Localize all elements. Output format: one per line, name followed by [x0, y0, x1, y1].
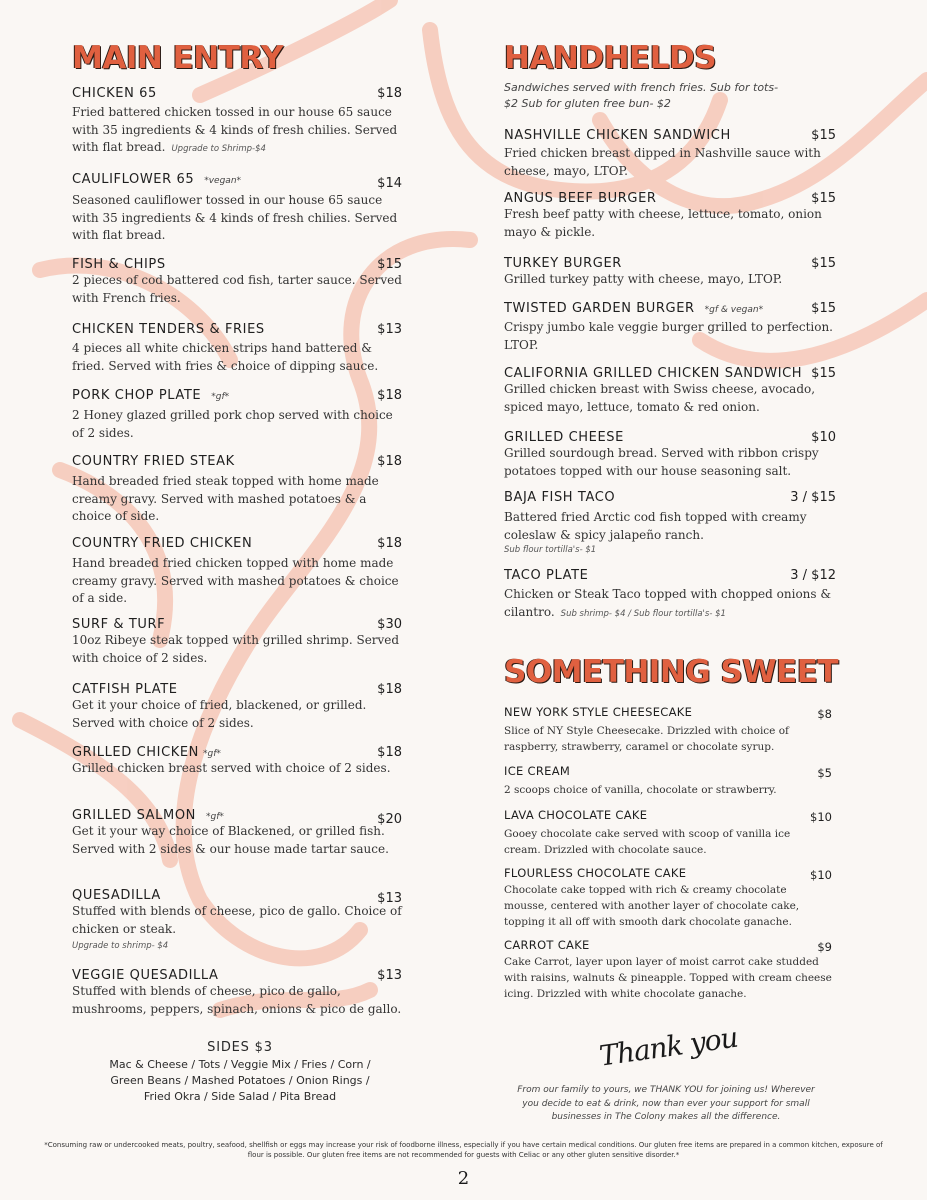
menu-item: [504, 256, 836, 289]
item-price: $18: [377, 388, 402, 403]
menu-item: [72, 172, 402, 245]
menu-item: [504, 938, 832, 1002]
item-desc: 2 scoops choice of vanilla, chocolate or strawberry.: [504, 784, 777, 796]
menu-item: [72, 745, 402, 778]
menu-item: [72, 682, 402, 732]
item-desc: Gooey chocolate cake served with scoop of vanilla ice cream. Drizzled with chocolate sauce.: [504, 828, 791, 856]
item-price: $15: [811, 301, 836, 316]
item-price: $13: [377, 891, 402, 906]
item-price: $15: [811, 256, 836, 271]
item-name: COUNTRY FRIED CHICKEN: [72, 536, 253, 551]
item-price: $18: [377, 86, 402, 101]
item-price: $18: [377, 745, 402, 760]
item-desc: Stuffed with blends of cheese, pico de gallo. Choice of chicken or steak.: [72, 904, 402, 936]
item-name: ICE CREAM: [504, 764, 571, 778]
item-name: NEW YORK STYLE CHEESECAKE: [504, 705, 693, 719]
item-desc: Chocolate cake topped with rich & creamy chocolate mousse, centered with another layer of chocolate cake, topping it all off with smooth dark chocolate ganache.: [504, 884, 800, 928]
something-sweet-title: SOMETHING SWEET: [504, 654, 839, 690]
item-name: COUNTRY FRIED STEAK: [72, 454, 235, 469]
item-price: $10: [810, 868, 832, 882]
item-desc: Grilled chicken breast served with choice of 2 sides.: [72, 761, 391, 775]
menu-item: [504, 808, 832, 858]
item-tag: *gf*: [211, 392, 230, 402]
item-name: TWISTED GARDEN BURGER: [504, 301, 695, 316]
item-price: $15: [811, 191, 836, 206]
menu-item: [504, 568, 836, 623]
item-price: $10: [811, 430, 836, 445]
menu-item: [504, 705, 832, 755]
menu-item: [504, 764, 832, 798]
item-name: QUESADILLA: [72, 888, 161, 903]
sides-title: SIDES $3: [207, 1040, 273, 1055]
item-desc: Cake Carrot, layer upon layer of moist carrot cake studded with raisins, walnuts & pineapple. Topped with cream cheese icing. Drizzled with white chocolate ganache.: [504, 956, 832, 1000]
handhelds-note: Sandwiches served with french fries. Sub for tots- $2 Sub for gluten free bun- $2: [504, 81, 779, 110]
item-extra: Upgrade to Shrimp-$4: [171, 144, 266, 154]
item-price: $8: [817, 707, 832, 721]
handhelds-title: HANDHELDS: [504, 40, 717, 76]
item-desc: Get it your choice of fried, blackened, or grilled. Served with choice of 2 sides.: [72, 698, 367, 730]
item-name: SURF & TURF: [72, 617, 166, 632]
item-name: CHICKEN TENDERS & FRIES: [72, 322, 265, 337]
menu-item: [72, 454, 402, 526]
menu-item: [72, 86, 402, 159]
item-name: BAJA FISH TACO: [504, 490, 616, 505]
item-desc: Get it your way choice of Blackened, or grilled fish. Served with 2 sides & our house made tartar sauce.: [72, 824, 389, 856]
item-name: CAULIFLOWER 65: [72, 172, 195, 187]
item-name: GRILLED CHEESE: [504, 430, 624, 445]
item-desc: Grilled turkey patty with cheese, mayo, LTOP.: [504, 272, 783, 286]
thank-you-script: Thank you: [597, 1020, 740, 1073]
item-desc: Grilled chicken breast with Swiss cheese, avocado, spiced mayo, lettuce, tomato & red onion.: [504, 382, 816, 414]
item-price: $15: [811, 128, 836, 143]
item-tag: *gf*: [205, 812, 224, 822]
item-price: $20: [377, 812, 402, 827]
item-extra: Sub flour tortilla's- $1: [504, 545, 597, 555]
item-price: $13: [377, 322, 402, 337]
menu-item: [504, 866, 832, 930]
item-name: CALIFORNIA GRILLED CHICKEN SANDWICH: [504, 366, 803, 381]
item-desc: Crispy jumbo kale veggie burger grilled to perfection. LTOP.: [504, 320, 833, 352]
item-desc: Fresh beef patty with cheese, lettuce, tomato, onion mayo & pickle.: [504, 207, 822, 239]
item-tag: *gf*: [203, 749, 221, 759]
item-price: $13: [377, 968, 402, 983]
item-name: NASHVILLE CHICKEN SANDWICH: [504, 128, 731, 143]
thank-you-text: From our family to yours, we THANK YOU for joining us! Wherever you decide to eat & drink, now than ever your support for small businesses in The Colony makes all the difference.: [517, 1085, 815, 1122]
menu-item: [72, 536, 402, 608]
item-name: TACO PLATE: [504, 568, 589, 583]
item-name: GRILLED CHICKEN: [72, 745, 200, 760]
menu-item: [72, 968, 402, 1018]
item-desc: Seasoned cauliflower tossed in our house 65 sauce with 35 ingredients & 4 kinds of fresh chilies. Served with flat bread.: [72, 193, 398, 242]
item-price: $18: [377, 682, 402, 697]
item-desc: 10oz Ribeye steak topped with grilled shrimp. Served with choice of 2 sides.: [72, 633, 400, 665]
sides-list: Mac & Cheese / Tots / Veggie Mix / Fries / Corn / Green Beans / Mashed Potatoes / Onion Rings / Fried Okra / Side Salad / Pita Bread: [109, 1058, 371, 1103]
item-tag: *gf & vegan*: [704, 305, 764, 315]
menu-item: [504, 366, 836, 416]
page-number: 2: [457, 1168, 470, 1189]
menu-item: [72, 388, 402, 442]
item-name: VEGGIE QUESADILLA: [72, 968, 219, 983]
item-price: $18: [377, 454, 402, 469]
menu-item: [504, 490, 836, 556]
sides-section: [100, 1040, 380, 1105]
item-desc: Hand breaded fried steak topped with home made creamy gravy. Served with mashed potatoes & a choice of side.: [72, 474, 379, 523]
item-desc: Fried chicken breast dipped in Nashville sauce with cheese, mayo, LTOP.: [504, 146, 821, 178]
menu-item: [504, 301, 836, 354]
item-price: $15: [377, 257, 402, 272]
item-price: 3 / $15: [790, 490, 836, 505]
item-extra: Sub shrimp- $4 / Sub flour tortilla's- $1: [560, 608, 726, 619]
menu-item: [504, 128, 836, 180]
item-price: $5: [817, 766, 832, 780]
item-tag: *vegan*: [204, 176, 242, 186]
item-price: $18: [377, 536, 402, 551]
item-price: $30: [377, 617, 402, 632]
item-name: FLOURLESS CHOCOLATE CAKE: [504, 866, 687, 880]
item-price: $10: [810, 810, 832, 824]
menu-item: [72, 617, 402, 667]
item-name: CHICKEN 65: [72, 86, 157, 101]
item-name: CARROT CAKE: [504, 938, 590, 952]
menu-item: [72, 888, 402, 952]
menu-item: [72, 322, 402, 375]
menu-item: [72, 808, 402, 858]
item-desc: Grilled sourdough bread. Served with ribbon crispy potatoes topped with our house seasoning salt.: [504, 446, 819, 478]
item-price: $15: [811, 366, 836, 381]
item-desc: Fried battered chicken tossed in our house 65 sauce with 35 ingredients & 4 kinds of fresh chilies. Served with flat bread.: [72, 105, 398, 154]
item-name: GRILLED SALMON: [72, 808, 196, 823]
item-name: LAVA CHOCOLATE CAKE: [504, 808, 648, 822]
menu-item: [504, 191, 836, 241]
item-desc: 2 Honey glazed grilled pork chop served with choice of 2 sides.: [72, 408, 393, 440]
item-desc: Slice of NY Style Cheesecake. Drizzled with choice of raspberry, strawberry, caramel or chocolate syrup.: [504, 725, 789, 753]
item-desc: 4 pieces all white chicken strips hand battered & fried. Served with fries & choice of dipping sauce.: [72, 341, 379, 373]
item-desc: Hand breaded fried chicken topped with home made creamy gravy. Served with mashed potatoes & choice of a side.: [72, 556, 399, 605]
item-name: ANGUS BEEF BURGER: [504, 191, 657, 206]
item-price: $14: [377, 176, 402, 191]
item-extra: Upgrade to shrimp- $4: [72, 941, 169, 951]
menu-item: [504, 430, 836, 480]
item-name: FISH & CHIPS: [72, 257, 166, 272]
item-desc: Chicken or Steak Taco topped with chopped onions & cilantro.: [504, 587, 832, 619]
item-price: 3 / $12: [790, 568, 836, 583]
menu-item: [72, 257, 402, 307]
main-entry-title: MAIN ENTRY: [72, 40, 284, 76]
disclaimer: *Consuming raw or undercooked meats, poultry, seafood, shellfish or eggs may increase your risk of foodborne illness, especially if you have certain medical conditions. Our gluten free items are prepared in a common kitchen, exposure of flour is possible. Our gluten free items are not recommended for guests with Celiac or any other gluten sensitive disorder.*: [44, 1141, 883, 1159]
item-name: CATFISH PLATE: [72, 682, 178, 697]
item-desc: 2 pieces of cod battered cod fish, tarter sauce. Served with French fries.: [72, 273, 402, 305]
item-desc: Battered fried Arctic cod fish topped with creamy coleslaw & spicy jalapeño ranch.: [504, 510, 807, 542]
item-name: TURKEY BURGER: [504, 256, 622, 271]
item-name: PORK CHOP PLATE: [72, 388, 202, 403]
item-price: $9: [817, 940, 832, 954]
item-desc: Stuffed with blends of cheese, pico de gallo, mushrooms, peppers, spinach, onions & pico de gallo.: [72, 984, 402, 1016]
